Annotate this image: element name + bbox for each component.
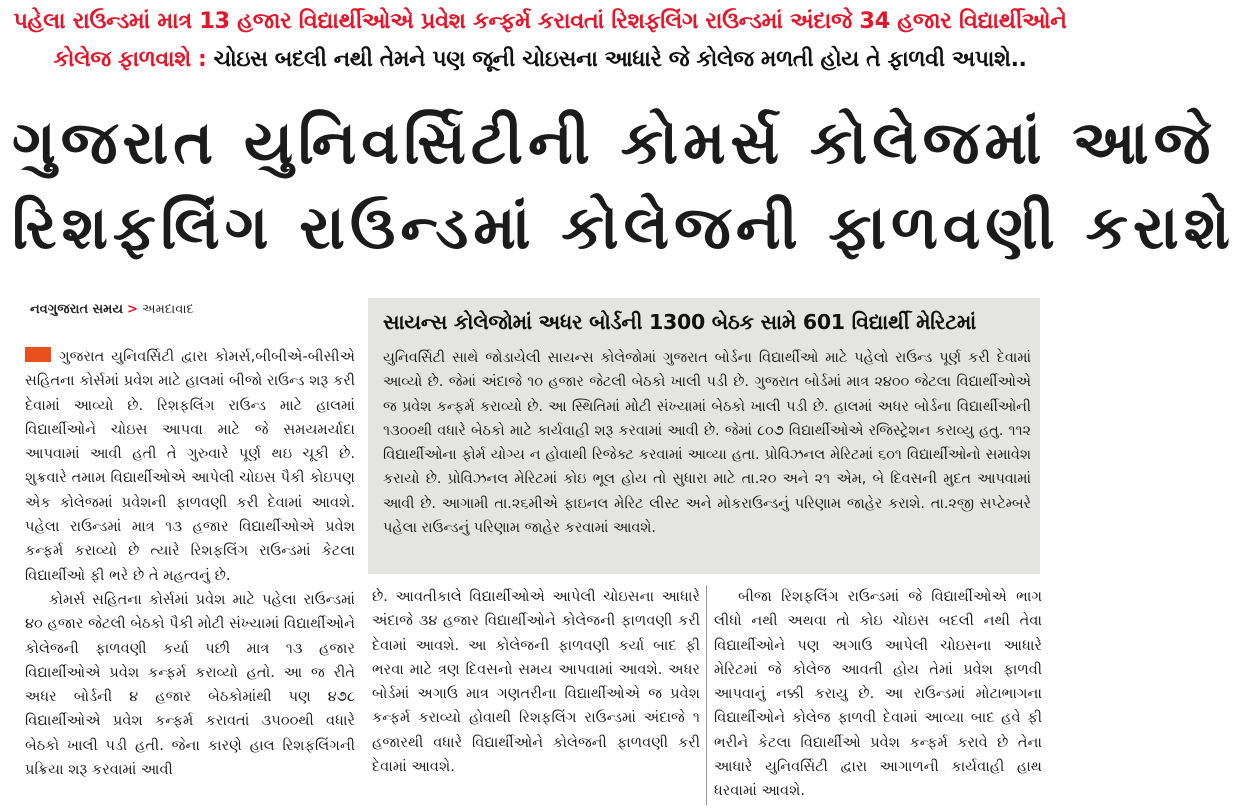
article-paragraph-1 <box>25 345 355 588</box>
article-right-column <box>714 585 1042 804</box>
article-left-column <box>25 345 355 782</box>
byline-source: નવગુજરાત સમય <box>30 302 123 317</box>
kicker-line-2-black: ચોઇસ બદલી નથી તેમને પણ જૂની ચોઇસના આધારે જે કોલેજ મળતી હોય તે ફાળવી અપાશે.. <box>206 47 1027 72</box>
article-paragraph-2: કોમર્સ સહિતના કોર્સમાં પ્રવેશ માટે પહેલા રાઉન્ડમાં ૪૦ હજાર જેટલી બેઠકો પૈકી મોટી સંખ્યામાં વિદ્યાર્થીઓને કોલેજની ફાળવણી કર્યા પછી માત્ર ૧૩ હજાર વિદ્યાર્થીઓએ પ્રવેશ કન્ફર્મ કરાવ્યો હતો. આ જ રીતે અધર બોર્ડની ૪ હજાર બેઠકોમાંથી પણ ૪૭૮ વિદ્યાર્થીઓએ પ્રવેશ કન્ફર્મ કરાવતાં ૩૫૦૦થી વધારે બેઠકો ખાલી પડી હતી. જેના કારણે હાલ રિશફલિંગની પ્રક્રિયા શરૂ કરવામાં આવી <box>25 590 355 779</box>
column-divider <box>706 585 707 805</box>
kicker-line-1: પહેલા રાઉન્ડમાં માત્ર 13 હજાર વિદ્યાર્થીઓએ પ્રવેશ કન્ફર્મ કરાવતાં રિશફલિંગ રાઉન્ડમાં અંદાજે 34 હજાર વિદ્યાર્થીઓને <box>13 8 1067 34</box>
article-paragraph-1-text: ગુજરાત યુનિવર્સિટી દ્વારા કોમર્સ,બીબીએ-બીસીએ સહિતના કોર્સમાં પ્રવેશ માટે હાલમાં બીજો રાઉન્ડ શરૂ કરી દેવામાં આવ્યો છે. રિશફલિંગ રાઉન્ડ માટે હાલમાં વિદ્યાર્થીઓને ચોઇસ આપવા માટે જે સમયમર્યાદા આપવામાં આવી હતી તે ગુરુવારે પૂર્ણ થઇ ચૂકી છે. શુક્રવારે તમામ વિદ્યાર્થીઓએ આપેલી ચોઇસ પૈકી કોઇપણ એક કોલેજમાં પ્રવેશની ફાળવણી કરી દેવામાં આવશે. પહેલા રાઉન્ડમાં માત્ર ૧૩ હજાર વિદ્યાર્થીઓએ પ્રવેશ કન્ફર્મ કરાવ્યો છે ત્યારે રિશફલિંગ રાઉન્ડમાં કેટલા વિદ્યાર્થીઓ ફી ભરે છે તે મહત્વનું છે. <box>25 348 355 584</box>
sidebar-body: યુનિવર્સિટી સાથે જોડાયેલી સાયન્સ કોલેજોમાં ગુજરાત બોર્ડના વિદ્યાર્થીઓ માટે પહેલો રાઉન્ડ પૂર્ણ કરી દેવામાં આવ્યો છે. જેમાં અંદાજે ૧૦ હજાર જેટલી બેઠકો ખાલી પડી છે. ગુજરાત બોર્ડમાં માત્ર ૨૪૦૦ જેટલા વિદ્યાર્થીઓએ જ પ્રવેશ કન્ફર્મ કરાવ્યો છે. આ સ્થિતિમાં મોટી સંખ્યામાં બેઠકો ખાલી પડી છે. હાલમાં અધર બોર્ડના વિદ્યાર્થીઓની ૧૩૦૦થી વધારે બેઠકો માટે કાર્યવાહી શરૂ કરવામાં આવી છે. જેમાં ૮૦૭ વિદ્યાર્થીઓએ રજિસ્ટ્રેશન કરાવ્યુ હતુ. ૧૧૨ વિદ્યાર્થીઓના ફોર્મ યોગ્ય ન હોવાથી રિજેક્ટ કરવામાં આવ્યા હતા. પ્રોવિઝનલ મેરિટમાં ૬૦૧ વિદ્યાર્થીઓનો સમાવેશ કરાયો છે. પ્રોવિઝનલ મેરિટમાં કોઇ ભૂલ હોય તો સુધારા માટે તા.૨૦ અને ૨૧ એમ, બે દિવસની મુદત આપવામાં આવી છે. આગામી તા.૨૬મીએ ફાઇનલ મેરિટ લીસ્ટ અને મોકરાઉન્ડનું પરિણામ જાહેર કરાશે. તા.૨જી સપ્ટેમ્બરે પહેલા રાઉન્ડનું પરિણામ જાહેર કરવામાં આવશે. <box>383 350 1031 537</box>
kicker-line-2-red: કોલેજ ફાળવાશે : <box>53 47 207 72</box>
headline-line-2: રિશફલિંગ રાઉન્ડમાં કોલેજની ફાળવણી કરાશે <box>12 193 1235 263</box>
headline-line-1: ગુજરાત યુનિવર્સિટીની કોમર્સ કોલેજમાં આજે <box>12 108 1216 178</box>
lead-marker-icon <box>25 347 51 362</box>
byline-separator: > <box>126 302 138 317</box>
byline-city: અમદાવાદ <box>141 302 194 317</box>
article-middle-column <box>372 585 700 779</box>
byline <box>30 302 194 317</box>
article-paragraph-4: બીજા રિશફલિંગ રાઉન્ડમાં જે વિદ્યાર્થીઓએ ભાગ લીધો નથી અથવા તો કોઇ ચોઇસ બદલી નથી તેવા વિદ્યાર્થીઓને પણ અગાઉ આપેલી ચોઇસના આધારે મેરિટમાં જે કોલેજ આવતી હોય તેમાં પ્રવેશ ફાળવી આપવાનું નક્કી કરાયુ છે. આ રાઉન્ડમાં મોટાભાગના વિદ્યાર્થીઓને કોલેજ ફાળવી દેવામાં આવ્યા બાદ હવે ફી ભરીને કેટલા વિદ્યાર્થીઓ પ્રવેશ કન્ફર્મ કરાવે છે તેના આધારે યુનિવર્સિટી દ્વારા આગાળની કાર્યવાહી હાથ ધરવામાં આવશે. <box>714 588 1042 800</box>
kicker-line-2 <box>0 47 1080 72</box>
sidebar-title: સાયન્સ કોલેજોમાં અધર બોર્ડની 1300 બેઠક સામે 601 વિદ્યાર્થી મેરિટમાં <box>383 310 977 334</box>
article-paragraph-3: છે. આવતીકાલે વિદ્યાર્થીઓએ આપેલી ચોઇસના આધારે અંદાજે ૩૪ હજાર વિદ્યાર્થીઓને કોલેજની ફાળવણી કરી દેવામાં આવશે. આ કોલેજની ફાળવણી કર્યા બાદ ફી ભરવા માટે ત્રણ દિવસનો સમય આપવામાં આવશે. અધર બોર્ડમાં અગાઉ માત્ર ગણતરીના વિદ્યાર્થીઓએ જ પ્રવેશ કન્ફર્મ કરાવ્યો હોવાથી રિશફલિંગ રાઉન્ડમાં અંદાજે ૧ હજારથી વધારે વિદ્યાર્થીઓને કોલેજની ફાળવણી કરી દેવામાં આવશે. <box>372 588 700 776</box>
